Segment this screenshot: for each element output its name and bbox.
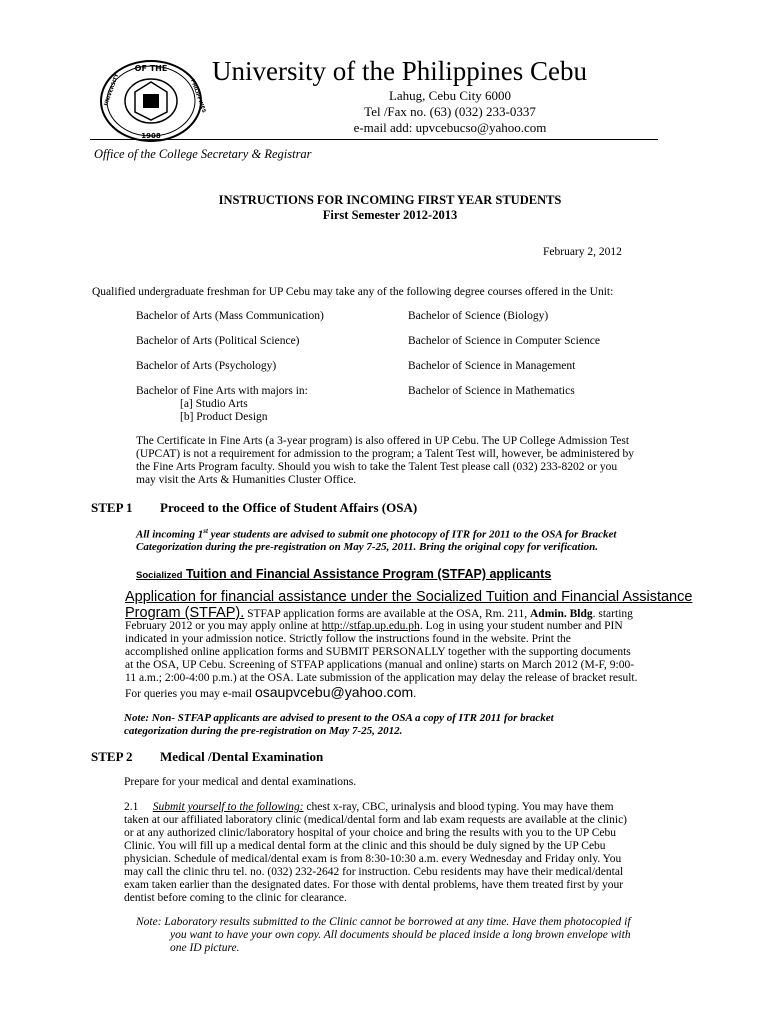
stfap-line: For queries you may e-mail osaupvcebu@yahoo.com. xyxy=(125,684,417,700)
university-seal-logo xyxy=(95,58,207,144)
major-item: [a] Studio Arts xyxy=(180,398,248,410)
phone: Tel /Fax no. (63) (032) 233-0337 xyxy=(364,104,536,119)
lab-results-note: one ID picture. xyxy=(170,942,240,954)
university-name: University of the Philippines Cebu xyxy=(212,56,587,86)
intro-text: Qualified undergraduate freshman for UP Cebu may take any of the following degree courses offered in the Unit: xyxy=(92,286,614,298)
step2-item-line: or at any authorized clinic/laboratory hospital of your choice and bring the results with you to the UP Cebu xyxy=(124,827,617,839)
stfap-line: February 2012 or you may apply online at http://stfap.up.edu.ph. Log in using your student number and PIN xyxy=(125,620,623,632)
osa-email-link[interactable]: osaupvcebu@yahoo.com xyxy=(254,684,414,700)
course-item: Bachelor of Arts (Mass Communication) xyxy=(136,310,324,322)
itr-instruction-line: Categorization during the pre-registration on May 7-25, 2011. Bring the original copy for verification. xyxy=(136,541,599,553)
course-item: Bachelor of Arts (Political Science) xyxy=(136,335,300,347)
seal-year: 1908 xyxy=(141,132,161,140)
seal-text-right: PHILIPPINES xyxy=(189,78,207,114)
non-stfap-note: Note: Non- STFAP applicants are advised to present to the OSA a copy of ITR 2011 for bracket xyxy=(124,712,554,724)
itr-instruction-line: All incoming 1st year students are advised to submit one photocopy of ITR for 2011 to the OSA for Bracket xyxy=(136,527,617,541)
address: Lahug, Cebu City 6000 xyxy=(388,88,512,103)
stfap-line: 11 a.m.; 2:00-4:00 p.m.) at the OSA. Late submission of the application may delay the release of bracket result. xyxy=(125,672,638,684)
fine-arts-text: The Certificate in Fine Arts (a 3-year program) is also offered in UP Cebu. The UP College Admission Test xyxy=(136,435,630,447)
major-item: [b] Product Design xyxy=(180,411,268,423)
step2-item-line: dentist before coming to the clinic for clearance. xyxy=(124,892,347,904)
step2-item-line: 2.1 Submit yourself to the following: chest x-ray, CBC, urinalysis and blood typing. You may have them xyxy=(124,801,614,813)
step2-item-line: may call the clinic thru tel. no. (032) 232-2642 for instruction. Cebu residents may have their medical/dental xyxy=(124,866,624,878)
stfap-application-heading: Application for financial assistance under the Socialized Tuition and Financial Assistance xyxy=(125,589,693,605)
stfap-heading: Socialized Tuition and Financial Assistance Program (STFAP) applicants xyxy=(136,567,552,581)
fine-arts-text: (UPCAT) is not a requirement for admission to the program; a Talent Test will, however, be administered by xyxy=(136,448,634,460)
course-item: Bachelor of Science in Management xyxy=(408,360,576,372)
step2-item-line: Clinic. You will fill up a medical dental form at the clinic and this should be duly signed by the UP Cebu xyxy=(124,840,606,852)
step2-prepare-text: Prepare for your medical and dental examinations. xyxy=(124,776,357,788)
course-item: Bachelor of Fine Arts with majors in: xyxy=(136,385,308,397)
step2-item-line: physician. Schedule of medical/dental exam is from 8:30-10:30 a.m. every Wednesday and Friday only. You xyxy=(124,853,622,865)
course-item: Bachelor of Arts (Psychology) xyxy=(136,360,277,372)
fine-arts-text: may visit the Arts & Humanities Cluster Office. xyxy=(136,474,357,486)
stfap-line: accomplished online application forms and SUBMIT PERSONALLY together with the supporting documents xyxy=(125,646,631,658)
document-date: February 2, 2012 xyxy=(543,246,622,258)
office-name: Office of the College Secretary & Registrar xyxy=(94,147,312,161)
stfap-line: indicated in your admission notice. Strictly follow the instructions found in the website. Print the xyxy=(125,633,571,645)
email: e-mail add: upvcebucso@yahoo.com xyxy=(353,120,547,135)
document-subtitle: First Semester 2012-2013 xyxy=(322,208,458,222)
lab-results-note: you want to have your own copy. All documents should be placed inside a long brown envelope with xyxy=(170,929,631,941)
course-item: Bachelor of Science in Computer Science xyxy=(408,335,600,347)
stfap-line: at the OSA, UP Cebu. Screening of STFAP applications (manual and online) starts on March 2012 (M-F, 9:00- xyxy=(125,659,635,671)
step1-title: Proceed to the Office of Student Affairs (OSA) xyxy=(160,500,418,515)
lab-results-note: Note: Laboratory results submitted to the Clinic cannot be borrowed at any time. Have them photocopied if xyxy=(136,916,631,928)
non-stfap-note: categorization during the pre-registration on May 7-25, 2012. xyxy=(124,725,403,737)
course-item: Bachelor of Science in Mathematics xyxy=(408,385,575,397)
step1-number: STEP 1 xyxy=(91,500,133,515)
step2-number: STEP 2 xyxy=(91,749,133,764)
stfap-line: Program (STFAP). STFAP application forms are available at the OSA, Rm. 211, Admin. Bldg. starting xyxy=(125,605,633,621)
seal-text-top: OF THE xyxy=(134,64,168,73)
fine-arts-text: the Fine Arts Program faculty. Should you wish to take the Talent Test please call (032) 233-8202 or you xyxy=(136,461,618,473)
step2-item-line: taken at our affiliated laboratory clinic (medical/dental form and lab exam requests are available at the clinic) xyxy=(124,814,628,826)
header-divider xyxy=(90,139,658,140)
stfap-link[interactable]: http://stfap.up.edu.ph xyxy=(321,620,420,632)
document-title: INSTRUCTIONS FOR INCOMING FIRST YEAR STUDENTS xyxy=(218,193,562,207)
course-item: Bachelor of Science (Biology) xyxy=(408,310,549,322)
seal-text-left: UNIVERSITY xyxy=(103,72,121,107)
step2-item-line: exam taken earlier than the designated dates. For those with dental problems, have them treated first by your xyxy=(124,879,624,891)
step2-title: Medical /Dental Examination xyxy=(160,749,324,764)
